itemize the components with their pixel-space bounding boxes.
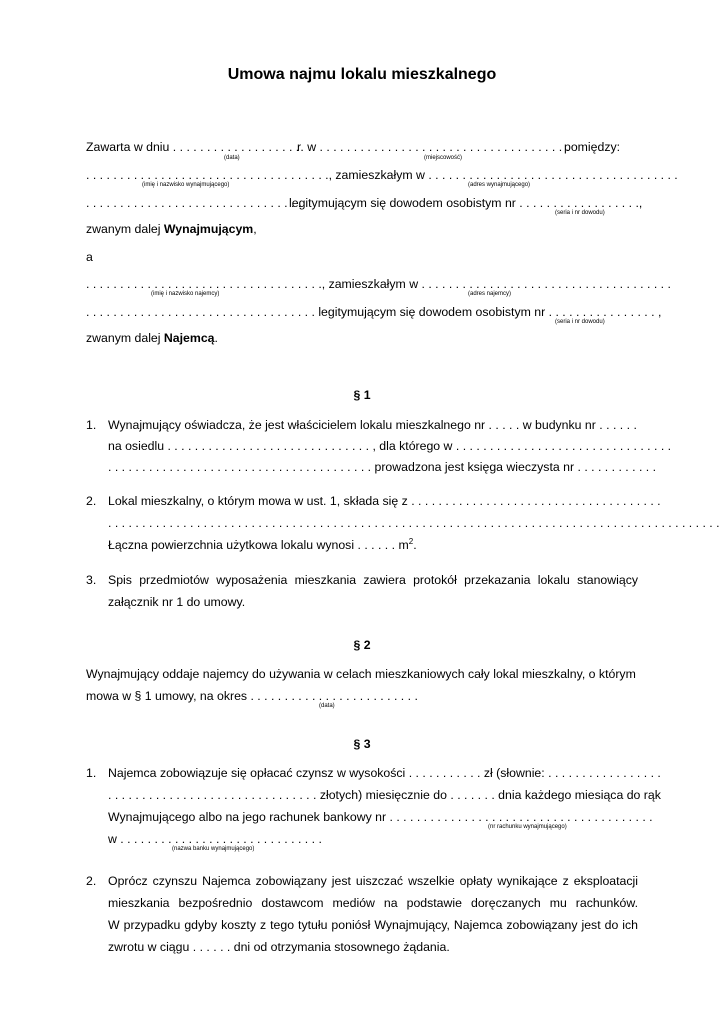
s2-line-2: mowa w § 1 umowy, na okres . . . . . . . . . . . . . . . . . . . . . . . . . <box>86 689 418 703</box>
caption-tenant-id: (seria i nr dowodu) <box>555 319 605 325</box>
caption-tenant-name: (imię i nazwisko najemcy) <box>151 291 220 297</box>
intro-date-field: Zawarta w dniu . . . . . . . . . . . . . . . . . . . <box>86 140 300 154</box>
caption-date: (data) <box>224 155 240 161</box>
s1-item-1-number: 1. <box>86 418 97 432</box>
s1-item-1-line-2: na osiedlu . . . . . . . . . . . . . . . . . . . . . . . . . . . . . . , dla którego w . . . . . . . . . . . . . . . . . . . . . . . . . . . . . . . . <box>108 439 672 453</box>
caption-place: (miejscowość) <box>424 155 463 161</box>
intro-place-field: r. w . . . . . . . . . . . . . . . . . . . . . . . . . . . . . . . . . . . . . <box>297 140 569 154</box>
tenant-id-line: . . . . . . . . . . . . . . . . . . . . . . . . . . . . . . . . . . legitymującym się dowodem osobistym nr . . . . . . . . . . . . . . . . , <box>86 305 662 319</box>
s1-item-3-number: 3. <box>86 573 97 587</box>
tenant-name-address-line: . . . . . . . . . . . . . . . . . . . . . . . . . . . . . . . . . . ., zamieszkałym w . . . . . . . . . . . . . . . . . . . . . . . . . . . . . . . . . . . . . <box>86 277 671 291</box>
s3-item-1-line-3: Wynajmującego albo na jego rachunek bankowy nr . . . . . . . . . . . . . . . . . . . . . . . . . . . . . . . . . . . . . . . <box>108 810 653 824</box>
s1-item-3-line-1: Spis przedmiotów wyposażenia mieszkania zawiera protokół przekazania lokalu stanowiący <box>108 573 638 587</box>
conjunction-a: a <box>86 250 93 264</box>
caption-account-number: (nr rachunku wynajmującego) <box>488 824 567 830</box>
s3-item-1-number: 1. <box>86 766 97 780</box>
landlord-id-line: legitymującym się dowodem osobistym nr . . . . . . . . . . . . . . . . . ., <box>289 196 643 210</box>
landlord-dots: . . . . . . . . . . . . . . . . . . . . . . . . . . . . . . . . <box>86 196 302 210</box>
s1-item-2-line-1: Lokal mieszkalny, o którym mowa w ust. 1, składa się z . . . . . . . . . . . . . . . . . . . . . . . . . . . . . . . . . . . . . <box>108 494 661 508</box>
s3-item-2-line-4: zwrotu w ciągu . . . . . . dni od otrzymania stosownego żądania. <box>108 940 450 954</box>
caption-landlord-id: (seria i nr dowodu) <box>555 210 605 216</box>
s3-item-1-line-2: . . . . . . . . . . . . . . . . . . . . . . . . . . . . . . . złotych) miesięcznie do . . . . . . . dnia każdego miesiąca do rąk <box>108 788 661 802</box>
tenant-designation: zwanym dalej Najemcą. <box>86 331 218 345</box>
s1-item-3-line-2: załącznik nr 1 do umowy. <box>108 595 246 609</box>
landlord-designation: zwanym dalej Wynajmującym, <box>86 222 257 236</box>
s3-item-2-line-3: W przypadku gdyby koszty z tego tytułu poniósł Wynajmujący, Najemca zobowiązany jest do ich <box>108 918 638 932</box>
s3-item-2-line-2: mieszkania bezpośrednio dostawcom mediów na podstawie doręczanych mu rachunków. <box>108 896 638 910</box>
caption-period-date: (data) <box>319 703 335 709</box>
s3-item-2-line-1: Oprócz czynszu Najemca zobowiązany jest uiszczać wszelkie opłaty wynikające z eksploatacji <box>108 874 638 888</box>
section-3-heading: § 3 <box>353 737 371 751</box>
section-2-heading: § 2 <box>353 638 371 652</box>
landlord-name-address-line: . . . . . . . . . . . . . . . . . . . . . . . . . . . . . . . . . . . ., zamieszkałym w . . . . . . . . . . . . . . . . . . . . . . . . . . . . . . . . . . . . . <box>86 168 678 182</box>
s3-item-1-line-1: Najemca zobowiązuje się opłacać czynsz w wysokości . . . . . . . . . . . zł (słownie: . . . . . . . . . . . . . . . . . <box>108 766 661 780</box>
caption-bank-name: (nazwa banku wynajmującego) <box>172 846 255 852</box>
s2-line-1: Wynajmujący oddaje najemcy do używania w celach mieszkaniowych cały lokal mieszkalny, o którym <box>86 667 636 681</box>
s1-item-2-line-2: . . . . . . . . . . . . . . . . . . . . . . . . . . . . . . . . . . . . . . . . . . . . . . . . . . . . . . . . . . . . . . . . . . . . . . . . . . . . . . . . . . . . . . . . . . <box>108 516 720 530</box>
s1-item-1-line-1: Wynajmujący oświadcza, że jest właścicielem lokalu mieszkalnego nr . . . . . w budynku nr . . . . . . <box>108 418 637 432</box>
document-title: Umowa najmu lokalu mieszkalnego <box>227 66 497 83</box>
s1-item-2-number: 2. <box>86 494 97 508</box>
intro-between: pomiędzy: <box>564 140 621 154</box>
s1-item-2-line-3: Łączna powierzchnia użytkowa lokalu wynosi . . . . . . $m^2$. <box>108 536 417 552</box>
s3-item-2-number: 2. <box>86 874 97 888</box>
caption-tenant-address: (adres najemcy) <box>468 291 512 297</box>
s3-item-1-line-4: w . . . . . . . . . . . . . . . . . . . . . . . . . . . . . . <box>108 832 322 846</box>
section-1-heading: § 1 <box>353 388 371 402</box>
s1-item-1-line-3: . . . . . . . . . . . . . . . . . . . . . . . . . . . . . . . . . . . . . . . prowadzona jest księga wieczysta nr . . . . . . . . . . . . <box>108 460 657 474</box>
caption-landlord-name: (imię i nazwisko wynajmującego) <box>142 182 230 188</box>
caption-landlord-address: (adres wynajmującego) <box>468 182 531 188</box>
